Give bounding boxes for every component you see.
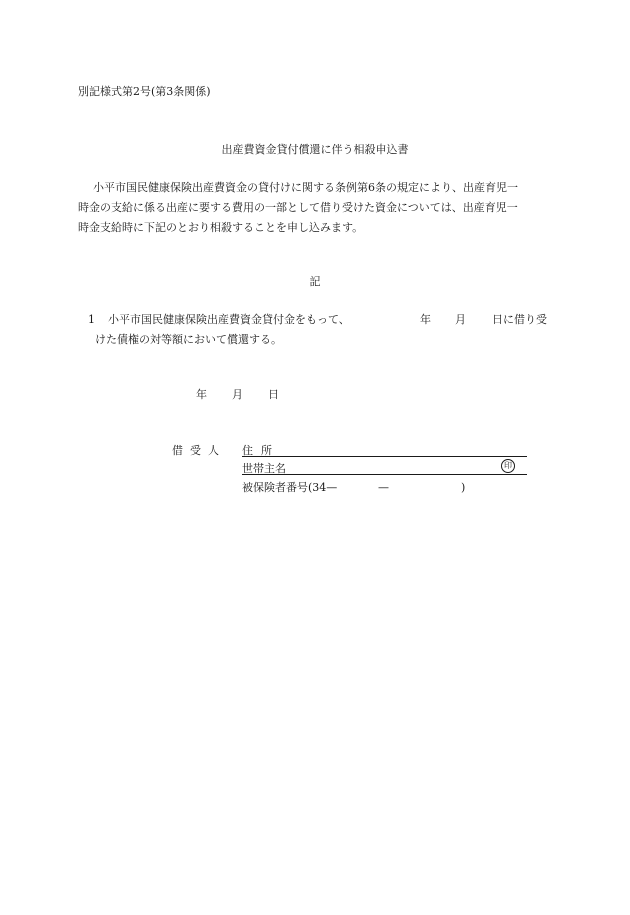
- body-line-2: 時金の支給に係る出産に要する費用の一部として借り受けた資金については、出産育児一: [78, 201, 518, 214]
- item-1-text-cont: けた債権の対等額において償還する。: [95, 333, 282, 346]
- insured-number-label: 被保険者番号(34—: [242, 481, 338, 494]
- head-of-household-label: 世帯主名: [242, 462, 286, 475]
- item-1-month-label: 月: [455, 313, 466, 326]
- item-1-day-tail: 日に借り受: [492, 313, 547, 326]
- insured-number-close: ): [461, 481, 466, 494]
- date-month-label: 月: [232, 388, 243, 401]
- borrower-label: 借受人: [172, 444, 226, 457]
- date-year-label: 年: [196, 388, 207, 401]
- ki-heading: 記: [309, 275, 321, 288]
- seal-mark: 印: [501, 459, 515, 473]
- insured-number-dash: —: [378, 481, 389, 494]
- form-number: 別記様式第2号(第3条関係): [78, 85, 211, 98]
- body-line-1: 小平市国民健康保険出産費資金の貸付けに関する条例第6条の規定により、出産育児一: [93, 181, 518, 194]
- address-label: 住所: [242, 444, 280, 457]
- item-1-number: 1: [88, 313, 95, 326]
- head-of-household-underline: [242, 474, 527, 475]
- item-1-year-label: 年: [420, 313, 431, 326]
- item-1-text: 小平市国民健康保険出産費資金貸付金をもって、: [108, 313, 350, 326]
- document-title: 出産費資金貸付償還に伴う相殺申込書: [221, 143, 409, 156]
- body-line-3: 時金支給時に下記のとおり相殺することを申し込みます。: [78, 221, 364, 234]
- address-underline: [242, 456, 527, 457]
- date-day-label: 日: [268, 388, 279, 401]
